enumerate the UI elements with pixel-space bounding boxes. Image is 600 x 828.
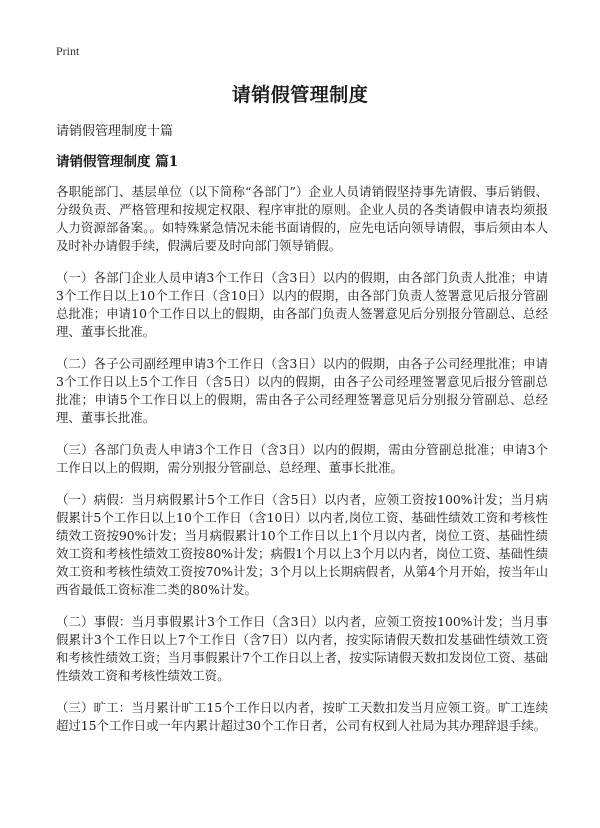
paragraph-approval-heads: （三）各部门负责人申请3个工作日（含3日）以内的假期，需由分管副总批准；申请3个工作日以上的假期，需分别报分管副总、总经理、董事长批准。 bbox=[56, 442, 548, 475]
paragraph-approval-subsidiary: （二）各子公司副经理申请3个工作日（含3日）以内的假期，由各子公司经理批准；申请3个工作日以上5个工作日（含5日）以内的假期，由各子公司经理签署意见后报分管副总批准；申请5个工作日以上的假期，需由各子公司经理签署意见后分别报分管副总、总经理、董事长批准。 bbox=[56, 356, 548, 425]
paragraph-intro: 各职能部门、基层单位（以下简称“各部门”）企业人员请销假坚持事先请假、事后销假、分级负责、严格管理和按规定权限、程序审批的原则。企业人员的各类请假申请表均须报人力资源部备案。。如特殊紧急情况未能书面请假的，应先电话向领导请假，事后须由本人及时补办请假手续，假满后要及时向部门领导销假。 bbox=[56, 184, 548, 253]
document-subtitle: 请销假管理制度十篇 bbox=[56, 124, 174, 139]
paragraph-absenteeism: （三）旷工：当月累计旷工15个工作日以内者，按旷工天数扣发当月应领工资。旷工连续超过15个工作日或一年内累计超过30个工作日者，公司有权到人社局为其办理辞退手续。 bbox=[56, 700, 548, 733]
paragraph-approval-staff: （一）各部门企业人员申请3个工作日（含3日）以内的假期，由各部门负责人批准；申请3个工作日以上10个工作日（含10日）以内的假期，由各部门负责人签署意见后报分管副总批准；申请10个工作日以上的假期，由各部门负责人签署意见后分别报分管副总、总经理、董事长批准。 bbox=[56, 270, 548, 339]
print-link[interactable]: Print bbox=[56, 44, 80, 58]
document-title: 请销假管理制度 bbox=[231, 84, 369, 106]
paragraph-personal-leave: （二）事假：当月事假累计3个工作日（含3日）以内者，应领工资按100%计发；当月事假累计3个工作日以上7个工作日（含7日）以内者，按实际请假天数扣发基础性绩效工资和考核性绩效工资；当月事假累计7个工作日以上者，按实际请假天数扣发岗位工资、基础性绩效工资和考核性绩效工资。 bbox=[56, 614, 548, 683]
section-heading: 请销假管理制度 篇1 bbox=[56, 154, 179, 170]
paragraph-sick-leave: （一）病假：当月病假累计5个工作日（含5日）以内者，应领工资按100%计发；当月病假累计5个工作日以上10个工作日（含10日）以内者,岗位工资、基础性绩效工资和考核性绩效工资按90%计发；当月病假累计10个工作日以上1个月以内者，岗位工资、基础性绩效工资和考核性绩效工资按80%计发；病假1个月以上3个月以内者，岗位工资、基础性绩效工资和考核性绩效工资按70%计发；3个月以上长期病假者，从第4个月开始，按当年山西省最低工资标准二类的80%计发。 bbox=[56, 492, 548, 597]
document-body bbox=[56, 183, 548, 749]
